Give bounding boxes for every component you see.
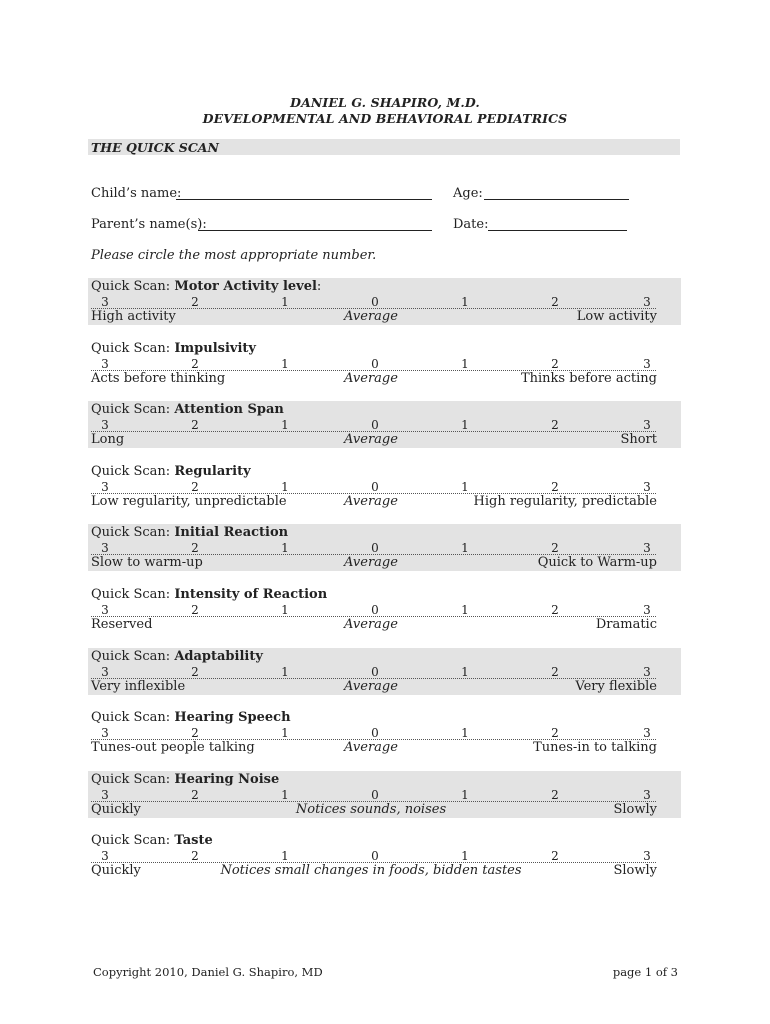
rating-option[interactable]: 2 [191, 603, 199, 617]
rating-option[interactable]: 1 [281, 664, 289, 679]
rating-option[interactable]: 3 [643, 295, 651, 309]
rating-scale [91, 850, 656, 863]
rating-option[interactable]: 3 [101, 726, 109, 741]
item-name: Attention Span [174, 402, 284, 418]
quick-scan-item [88, 401, 681, 448]
right-anchor-label: Short [620, 432, 657, 448]
center-anchor-label: Average [344, 555, 398, 571]
right-anchor-label: Tunes-in to talking [533, 740, 657, 756]
rating-option[interactable]: 1 [461, 664, 469, 679]
rating-scale [91, 419, 656, 432]
center-anchor-label: Notices small changes in foods, bidden tastes [220, 863, 522, 879]
item-prefix: Quick Scan: [91, 648, 175, 664]
rating-option[interactable]: 3 [643, 849, 651, 864]
rating-option[interactable]: 1 [281, 418, 289, 433]
section-title: THE QUICK SCAN [91, 140, 219, 155]
item-name: Initial Reaction [174, 525, 289, 541]
rating-option[interactable]: 1 [281, 356, 289, 371]
item-prefix: Quick Scan: [91, 279, 175, 294]
rating-option[interactable]: 1 [461, 541, 469, 556]
rating-option[interactable]: 1 [461, 418, 469, 433]
rating-option[interactable]: 0 [371, 541, 379, 556]
rating-scale [91, 666, 656, 679]
item-title [91, 710, 291, 725]
child-name-label: Child’s name: [91, 186, 182, 201]
item-name: Motor Activity level [174, 279, 317, 294]
right-anchor-label: Thinks before acting [520, 370, 657, 386]
item-name: Impulsivity [174, 340, 256, 356]
right-anchor-label: High regularity, predictable [473, 493, 657, 509]
left-anchor-label: Tunes-out people talking [91, 740, 255, 756]
item-name: Intensity of Reaction [174, 587, 328, 602]
rating-option[interactable]: 3 [101, 541, 109, 556]
item-prefix: Quick Scan: [91, 525, 175, 541]
item-suffix: : [316, 279, 322, 294]
item-title [91, 279, 321, 294]
rating-option[interactable]: 2 [551, 479, 559, 494]
quick-scan-item [88, 340, 681, 387]
left-anchor-label: Acts before thinking [91, 370, 226, 386]
right-anchor-label: Low activity [576, 309, 657, 324]
rating-option[interactable]: 1 [461, 603, 469, 617]
rating-option[interactable]: 3 [643, 541, 651, 556]
rating-option[interactable]: 2 [551, 787, 559, 802]
item-prefix: Quick Scan: [91, 587, 175, 602]
left-anchor-label: High activity [91, 309, 176, 324]
rating-option[interactable]: 2 [551, 849, 559, 864]
left-anchor-label: Reserved [91, 617, 153, 632]
instruction-text: Please circle the most appropriate number. [91, 248, 377, 263]
item-prefix: Quick Scan: [91, 340, 175, 356]
rating-scale [91, 296, 656, 309]
rating-scale [91, 542, 656, 555]
center-anchor-label: Average [344, 493, 398, 509]
rating-option[interactable]: 2 [191, 418, 199, 433]
rating-option[interactable]: 2 [551, 726, 559, 741]
right-anchor-label: Very flexible [575, 678, 657, 694]
parent-name-line[interactable] [198, 230, 432, 231]
quick-scan-item [88, 648, 681, 695]
right-anchor-label: Slowly [613, 863, 657, 879]
rating-option[interactable]: 2 [191, 541, 199, 556]
child-name-line[interactable] [176, 199, 432, 200]
age-line[interactable] [484, 199, 629, 200]
item-name: Taste [174, 833, 213, 849]
rating-scale [91, 604, 656, 617]
section-banner [88, 139, 680, 155]
quick-scan-item [88, 524, 681, 571]
rating-option[interactable]: 3 [101, 356, 109, 371]
item-title [91, 587, 327, 602]
item-name: Adaptability [174, 648, 263, 664]
rating-option[interactable]: 3 [643, 787, 651, 802]
item-title [91, 464, 251, 479]
rating-option[interactable]: 1 [461, 295, 469, 309]
center-anchor-label: Average [344, 432, 398, 448]
quick-scan-item [88, 463, 681, 510]
rating-option[interactable]: 2 [551, 356, 559, 371]
center-anchor-label: Average [344, 740, 398, 756]
center-anchor-label: Average [344, 678, 398, 694]
center-anchor-label: Average [344, 309, 398, 324]
quick-scan-item [88, 771, 681, 818]
rating-scale [91, 789, 656, 802]
rating-option[interactable]: 1 [461, 787, 469, 802]
item-title [91, 402, 284, 417]
rating-option[interactable]: 3 [643, 418, 651, 433]
rating-option[interactable]: 1 [281, 849, 289, 864]
rating-option[interactable]: 0 [371, 664, 379, 679]
left-anchor-label: Very inflexible [91, 678, 186, 694]
rating-option[interactable]: 0 [371, 726, 379, 741]
rating-option[interactable]: 0 [371, 849, 379, 864]
rating-option[interactable]: 0 [371, 603, 379, 617]
rating-option[interactable]: 2 [551, 603, 559, 617]
rating-option[interactable]: 0 [371, 479, 379, 494]
rating-option[interactable]: 2 [191, 849, 199, 864]
rating-option[interactable]: 3 [101, 664, 109, 679]
rating-option[interactable]: 2 [191, 295, 199, 309]
item-title [91, 772, 279, 787]
rating-option[interactable]: 1 [461, 356, 469, 371]
rating-option[interactable]: 3 [101, 479, 109, 494]
rating-option[interactable]: 3 [101, 295, 109, 309]
right-anchor-label: Slowly [613, 801, 657, 817]
item-title [91, 649, 263, 664]
rating-option[interactable]: 2 [191, 787, 199, 802]
rating-option[interactable]: 3 [101, 849, 109, 864]
date-line[interactable] [488, 230, 627, 231]
left-anchor-label: Long [91, 432, 125, 448]
rating-option[interactable]: 1 [281, 479, 289, 494]
right-anchor-label: Dramatic [595, 617, 657, 632]
rating-option[interactable]: 1 [281, 295, 289, 309]
rating-option[interactable]: 1 [281, 787, 289, 802]
rating-scale [91, 358, 656, 371]
rating-option[interactable]: 0 [371, 787, 379, 802]
item-prefix: Quick Scan: [91, 833, 175, 849]
left-anchor-label: Quickly [91, 801, 141, 817]
center-anchor-label: Average [344, 370, 398, 386]
rating-option[interactable]: 0 [371, 356, 379, 371]
left-anchor-label: Quickly [91, 863, 141, 879]
rating-option[interactable]: 3 [101, 418, 109, 433]
rating-option[interactable]: 1 [281, 541, 289, 556]
item-title [91, 341, 256, 356]
parent-name-label: Parent’s name(s): [91, 217, 207, 232]
item-prefix: Quick Scan: [91, 402, 175, 418]
center-anchor-label: Notices sounds, noises [295, 801, 447, 817]
item-title [91, 833, 213, 848]
age-label: Age: [453, 186, 483, 201]
copyright-text: Copyright 2010, Daniel G. Shapiro, MD [93, 965, 323, 979]
item-prefix: Quick Scan: [91, 463, 175, 479]
rating-option[interactable]: 2 [191, 356, 199, 371]
rating-option[interactable]: 1 [461, 726, 469, 741]
item-name: Regularity [174, 463, 251, 479]
quick-scan-item [88, 586, 681, 633]
quick-scan-item [88, 278, 681, 325]
rating-option[interactable]: 2 [191, 479, 199, 494]
doctor-name-heading: DANIEL G. SHAPIRO, M.D. [290, 95, 480, 110]
rating-option[interactable]: 3 [101, 603, 109, 617]
rating-option[interactable]: 1 [281, 726, 289, 741]
right-anchor-label: Quick to Warm-up [537, 555, 657, 571]
rating-option[interactable]: 1 [281, 603, 289, 617]
rating-scale [91, 727, 656, 740]
rating-option[interactable]: 1 [461, 479, 469, 494]
rating-option[interactable]: 3 [643, 356, 651, 371]
item-prefix: Quick Scan: [91, 771, 175, 787]
item-name: Hearing Speech [174, 710, 291, 726]
rating-option[interactable]: 2 [191, 664, 199, 679]
rating-option[interactable]: 3 [643, 479, 651, 494]
quick-scan-item [88, 709, 681, 756]
rating-option[interactable]: 3 [643, 603, 651, 617]
page-number: page 1 of 3 [612, 965, 678, 979]
item-prefix: Quick Scan: [91, 710, 175, 726]
rating-option[interactable]: 3 [643, 726, 651, 741]
rating-option[interactable]: 0 [371, 418, 379, 433]
rating-scale [91, 481, 656, 494]
center-anchor-label: Average [344, 617, 398, 632]
rating-option[interactable]: 0 [371, 295, 379, 309]
rating-option[interactable]: 2 [551, 664, 559, 679]
rating-option[interactable]: 2 [551, 541, 559, 556]
item-title [91, 525, 288, 540]
left-anchor-label: Low regularity, unpredictable [91, 493, 287, 509]
date-label: Date: [453, 217, 489, 232]
rating-option[interactable]: 3 [101, 787, 109, 802]
rating-option[interactable]: 2 [551, 295, 559, 309]
item-name: Hearing Noise [174, 771, 280, 787]
quick-scan-item [88, 832, 681, 879]
rating-option[interactable]: 2 [551, 418, 559, 433]
left-anchor-label: Slow to warm-up [91, 555, 203, 571]
rating-option[interactable]: 1 [461, 849, 469, 864]
rating-option[interactable]: 3 [643, 664, 651, 679]
rating-option[interactable]: 2 [191, 726, 199, 741]
practice-heading: DEVELOPMENTAL AND BEHAVIORAL PEDIATRICS [202, 111, 568, 126]
